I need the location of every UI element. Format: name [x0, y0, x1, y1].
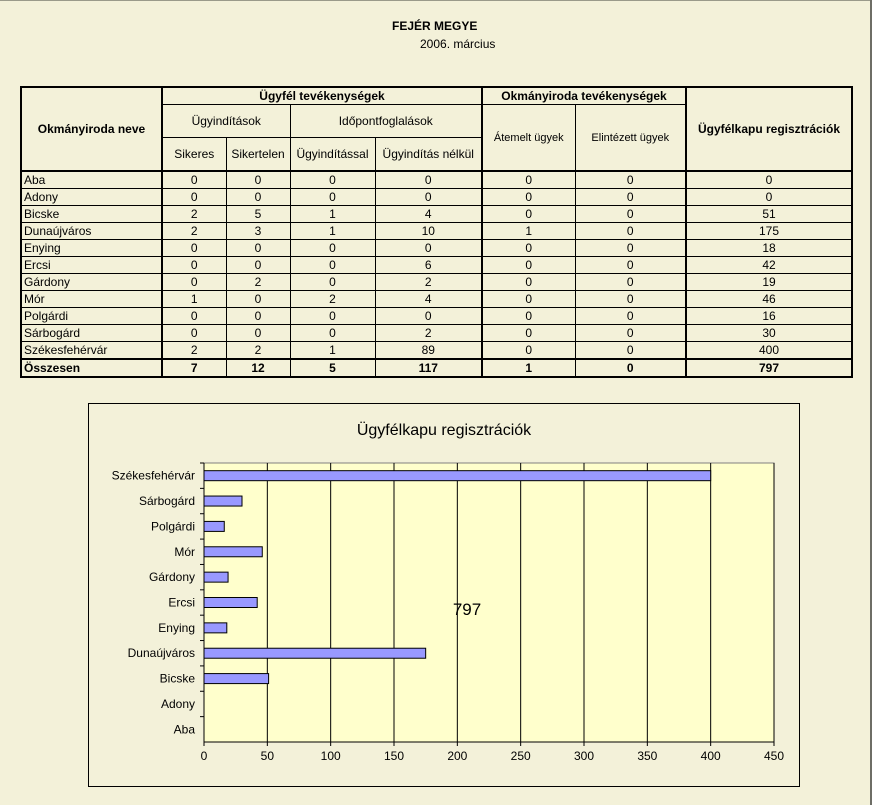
bar: [204, 496, 242, 506]
value-cell: 2: [162, 206, 226, 223]
value-cell: 0: [290, 325, 375, 342]
value-cell: 0: [482, 274, 575, 291]
value-cell: 0: [290, 274, 375, 291]
office-name-cell: Ercsi: [21, 257, 162, 274]
y-category-label: Ercsi: [168, 595, 195, 610]
header-case-starts: Ügyindítások: [162, 105, 290, 138]
value-cell: 0: [375, 308, 482, 325]
value-cell: 0: [162, 257, 226, 274]
total-value-cell: 7: [162, 359, 226, 377]
total-value-cell: 0: [575, 359, 686, 377]
table-row: [21, 257, 852, 274]
value-cell: 0: [290, 189, 375, 206]
total-label-cell: Összesen: [21, 359, 162, 377]
value-cell: 0: [375, 189, 482, 206]
value-cell: 89: [375, 342, 482, 360]
x-tick-label: 50: [260, 749, 275, 763]
header-handled-cases: Elintézett ügyek: [575, 105, 686, 172]
office-name-cell: Bicske: [21, 206, 162, 223]
value-cell: 0: [575, 342, 686, 360]
value-cell: 2: [162, 342, 226, 360]
value-cell: 0: [575, 223, 686, 240]
total-value-cell: 117: [375, 359, 482, 377]
value-cell: 0: [226, 291, 290, 308]
table-row: [21, 342, 852, 360]
header-office-activities: Okmányiroda tevékenységek: [482, 87, 686, 105]
value-cell: 1: [290, 342, 375, 360]
header-unsuccessful: Sikertelen: [226, 138, 290, 172]
value-cell: 0: [162, 274, 226, 291]
value-cell: 0: [375, 240, 482, 257]
chart-annotation: 797: [452, 600, 482, 619]
office-name-cell: Gárdony: [21, 274, 162, 291]
y-category-label: Polgárdi: [150, 519, 195, 534]
x-tick-label: 450: [763, 749, 785, 763]
office-name-cell: Polgárdi: [21, 308, 162, 325]
value-cell: 0: [482, 189, 575, 206]
office-name-cell: Székesfehérvár: [21, 342, 162, 360]
value-cell: 0: [226, 325, 290, 342]
value-cell: 0: [290, 308, 375, 325]
value-cell: 0: [482, 308, 575, 325]
value-cell: 0: [482, 342, 575, 360]
value-cell: 0: [482, 240, 575, 257]
table-row: [21, 171, 852, 189]
office-name-cell: Enying: [21, 240, 162, 257]
value-cell: 2: [375, 325, 482, 342]
bar: [204, 598, 257, 608]
value-cell: 0: [162, 308, 226, 325]
table-row: [21, 240, 852, 257]
value-cell: 46: [686, 291, 852, 308]
header-transferred-cases: Átemelt ügyek: [482, 105, 575, 172]
value-cell: 0: [290, 171, 375, 189]
chart-panel: [88, 403, 800, 787]
value-cell: 30: [686, 325, 852, 342]
table-row: [21, 325, 852, 342]
bar: [204, 623, 227, 633]
table-row: [21, 189, 852, 206]
y-category-label: Székesfehérvár: [111, 468, 195, 483]
value-cell: 0: [575, 274, 686, 291]
value-cell: 18: [686, 240, 852, 257]
header-without-case-start: Ügyindítás nélkül: [375, 138, 482, 172]
y-category-label: Bicske: [159, 671, 195, 686]
y-category-label: Enying: [158, 620, 195, 635]
value-cell: 19: [686, 274, 852, 291]
x-tick-label: 400: [700, 749, 721, 763]
value-cell: 4: [375, 206, 482, 223]
value-cell: 0: [575, 240, 686, 257]
value-cell: 3: [226, 223, 290, 240]
total-row: [21, 359, 852, 377]
header-appointments: Időpontfoglalások: [290, 105, 482, 138]
office-name-cell: Aba: [21, 171, 162, 189]
total-value-cell: 797: [686, 359, 852, 377]
value-cell: 2: [290, 291, 375, 308]
value-cell: 0: [686, 171, 852, 189]
bar: [204, 674, 269, 684]
value-cell: 0: [226, 240, 290, 257]
table-row: [21, 291, 852, 308]
bar: [204, 572, 228, 582]
x-tick-label: 350: [637, 749, 658, 763]
y-category-label: Sárbogárd: [138, 494, 195, 509]
header-office-name: Okmányiroda neve: [21, 87, 162, 171]
table-row: [21, 308, 852, 325]
y-category-label: Adony: [160, 696, 195, 711]
value-cell: 4: [375, 291, 482, 308]
value-cell: 0: [226, 257, 290, 274]
total-value-cell: 5: [290, 359, 375, 377]
office-name-cell: Adony: [21, 189, 162, 206]
x-tick-label: 300: [573, 749, 595, 763]
value-cell: 0: [162, 325, 226, 342]
page-title: FEJÉR MEGYE: [392, 19, 478, 33]
y-category-label: Dunaújváros: [127, 646, 195, 661]
value-cell: 0: [575, 291, 686, 308]
page-subtitle: 2006. március: [420, 37, 496, 51]
value-cell: 175: [686, 223, 852, 240]
value-cell: 1: [290, 206, 375, 223]
value-cell: 2: [375, 274, 482, 291]
chart-title: Ügyfélkapu regisztrációk: [356, 422, 532, 439]
value-cell: 1: [482, 223, 575, 240]
header-client-activities: Ügyfél tevékenységek: [162, 87, 482, 105]
table-row: [21, 274, 852, 291]
table-row: [21, 223, 852, 240]
table-row: [21, 206, 852, 223]
bar: [204, 547, 262, 557]
value-cell: 0: [686, 189, 852, 206]
x-tick-label: 100: [320, 749, 341, 763]
value-cell: 1: [290, 223, 375, 240]
plot-area: [204, 463, 774, 742]
total-value-cell: 1: [482, 359, 575, 377]
value-cell: 0: [575, 206, 686, 223]
bar: [204, 521, 224, 531]
x-tick-label: 200: [447, 749, 468, 763]
value-cell: 0: [162, 189, 226, 206]
value-cell: 0: [375, 171, 482, 189]
value-cell: 0: [226, 189, 290, 206]
y-category-label: Aba: [173, 722, 195, 737]
total-value-cell: 12: [226, 359, 290, 377]
value-cell: 0: [575, 325, 686, 342]
value-cell: 5: [226, 206, 290, 223]
value-cell: 0: [575, 308, 686, 325]
value-cell: 0: [226, 308, 290, 325]
value-cell: 0: [226, 171, 290, 189]
bar: [204, 648, 426, 658]
value-cell: 0: [482, 206, 575, 223]
value-cell: 1: [162, 291, 226, 308]
value-cell: 2: [226, 274, 290, 291]
header-with-case-start: Ügyindítással: [290, 138, 375, 172]
value-cell: 0: [162, 171, 226, 189]
office-name-cell: Dunaújváros: [21, 223, 162, 240]
office-name-cell: Mór: [21, 291, 162, 308]
value-cell: 10: [375, 223, 482, 240]
value-cell: 0: [482, 257, 575, 274]
value-cell: 0: [162, 240, 226, 257]
value-cell: 400: [686, 342, 852, 360]
bar: [204, 471, 711, 481]
bar-chart: [89, 404, 799, 786]
value-cell: 6: [375, 257, 482, 274]
header-successful: Sikeres: [162, 138, 226, 172]
value-cell: 0: [290, 257, 375, 274]
value-cell: 0: [575, 171, 686, 189]
value-cell: 0: [575, 189, 686, 206]
value-cell: 42: [686, 257, 852, 274]
x-tick-label: 250: [510, 749, 531, 763]
statistics-table: [20, 86, 853, 378]
value-cell: 2: [226, 342, 290, 360]
office-name-cell: Sárbogárd: [21, 325, 162, 342]
value-cell: 16: [686, 308, 852, 325]
value-cell: 0: [482, 325, 575, 342]
value-cell: 0: [482, 291, 575, 308]
top-border-line: [0, 0, 872, 1]
value-cell: 0: [575, 257, 686, 274]
value-cell: 0: [290, 240, 375, 257]
x-tick-label: 150: [383, 749, 405, 763]
y-category-label: Mór: [174, 544, 195, 559]
value-cell: 51: [686, 206, 852, 223]
value-cell: 2: [162, 223, 226, 240]
header-gateway-registrations: Ügyfélkapu regisztrációk: [686, 87, 852, 171]
x-tick-label: 0: [200, 749, 208, 763]
y-category-label: Gárdony: [148, 570, 195, 585]
value-cell: 0: [482, 171, 575, 189]
